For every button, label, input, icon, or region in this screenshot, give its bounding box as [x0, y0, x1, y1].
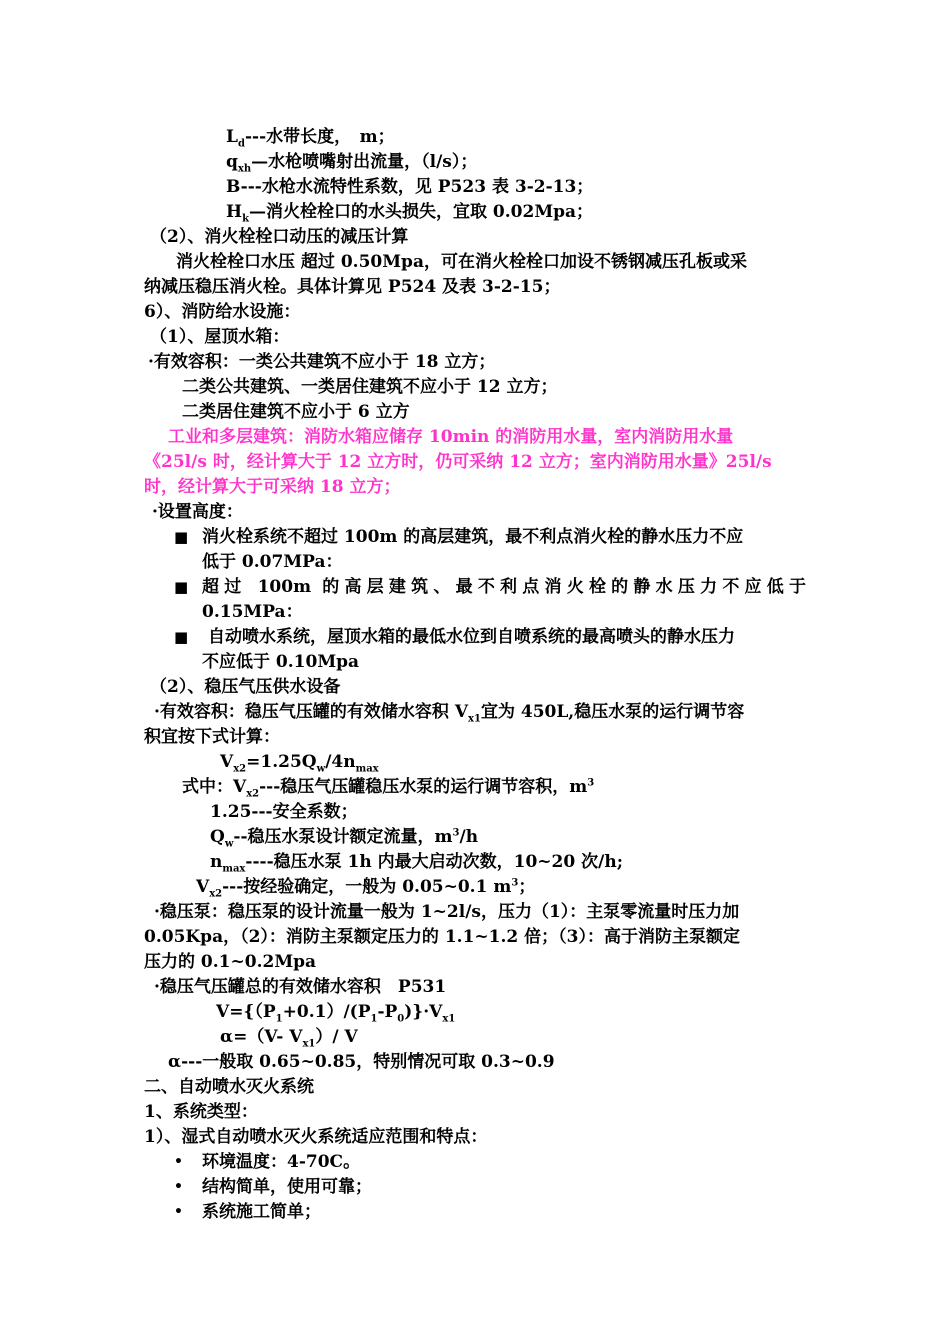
- round-bullet-icon: •: [174, 1179, 183, 1195]
- text-line: 二类居住建筑不应小于 6 立方: [182, 402, 410, 422]
- square-bullet-icon: ■: [174, 578, 189, 596]
- text-line: B---水枪水流特性系数，见 P523 表 3-2-13；: [226, 177, 594, 197]
- section-heading: 二、自动喷水灭火系统: [144, 1077, 314, 1097]
- list-item-text: 超过 100m 的高层建筑、最不利点消火栓的静水压力不应低于: [202, 577, 806, 597]
- paragraph-line: 消火栓栓口水压 超过 0.50Mpa，可在消火栓栓口加设不锈钢减压孔板或采: [176, 252, 747, 272]
- paragraph-line: ·有效容积：稳压气压罐的有效储水容积 $V_{x1}$宜为 450L,稳压水泵的运行调节容: [154, 702, 745, 725]
- formula-legend: $Q_w--$稳压水泵设计额定流量，$m^3/h$: [210, 827, 479, 850]
- section-heading: 6）、消防给水设施：: [144, 302, 301, 322]
- highlight-line: 《25l/s 时，经计算大于 12 立方时，仍可采纳 12 立方；室内消防用水量》25l/s: [144, 452, 772, 472]
- formula: $V=\{(P_1+0.1)/(P_1-P_0)\}\cdot V_{x1}$: [216, 1002, 456, 1025]
- paragraph-line: ·稳压气压罐总的有效储水容积 P531: [154, 977, 447, 997]
- section-heading: （2）、稳压气压供水设备: [150, 677, 341, 697]
- formula: $V_{x2}=1.25Q_w/4n_{max}$: [220, 752, 379, 775]
- formula-legend: $n_{max}----$稳压水泵 1h 内最大启动次数，10~20 次/h;: [210, 852, 623, 875]
- formula-legend: α---一般取 0.65~0.85，特别情况可取 0.3~0.9: [168, 1052, 555, 1072]
- list-item-text: 0.15MPa：: [202, 602, 303, 622]
- formula: α=（V- $V_{x1})/$ V: [220, 1027, 358, 1050]
- section-heading: 1、系统类型：: [144, 1102, 258, 1122]
- text-line: $q_{xh}—$水枪喷嘴射出流量，（l/s）；: [226, 152, 478, 175]
- highlight-line: 时，经计算大于可采纳 18 立方；: [144, 477, 401, 497]
- text-line: ·有效容积：一类公共建筑不应小于 18 立方；: [148, 352, 496, 372]
- list-item-text: 消火栓系统不超过 100m 的高层建筑，最不利点消火栓的静水压力不应: [202, 527, 744, 547]
- text-line: $L_d---$水带长度， m；: [226, 127, 395, 150]
- highlight-line: 工业和多层建筑：消防水箱应储存 10min 的消防用水量，室内消防用水量: [168, 427, 734, 447]
- list-item-text: 系统施工简单；: [202, 1202, 321, 1222]
- paragraph-line: 积宜按下式计算：: [144, 727, 280, 747]
- section-heading: 1）、湿式自动喷水灭火系统适应范围和特点：: [144, 1127, 488, 1147]
- paragraph-line: ·稳压泵：稳压泵的设计流量一般为 1~2l/s，压力（1）：主泵零流量时压力加: [154, 902, 740, 922]
- list-item-text: 低于 0.07MPa：: [202, 552, 343, 572]
- list-item-text: 自动喷水系统，屋顶水箱的最低水位到自喷系统的最高喷头的静水压力: [208, 627, 735, 647]
- paragraph-line: 压力的 0.1~0.2Mpa: [144, 952, 317, 972]
- formula-legend: $V_{x2}---$按经验确定，一般为 0.05~0.1 $m^3$；: [196, 877, 536, 900]
- square-bullet-icon: ■: [174, 628, 189, 646]
- formula-legend: 式中：$V_{x2}---$稳压气压罐稳压水泵的运行调节容积，$m^3$: [182, 777, 595, 800]
- text-line: $H_k—$消火栓栓口的水头损失，宜取 0.02Mpa；: [226, 202, 594, 225]
- list-item-text: 不应低于 0.10Mpa: [202, 652, 360, 672]
- section-heading: （1）、屋顶水箱：: [150, 327, 290, 347]
- text-line: ·设置高度：: [152, 502, 243, 522]
- paragraph-line: 纳减压稳压消火栓。具体计算见 P524 及表 3-2-15；: [144, 277, 561, 297]
- formula-legend: 1.25---安全系数；: [210, 802, 358, 822]
- text-line: 二类公共建筑、一类居住建筑不应小于 12 立方；: [182, 377, 558, 397]
- square-bullet-icon: ■: [174, 528, 189, 546]
- paragraph-line: 0.05Kpa，（2）：消防主泵额定压力的 1.1~1.2 倍；（3）：高于消防主泵额定: [144, 927, 740, 947]
- list-item-text: 环境温度：4-70C。: [202, 1152, 361, 1172]
- round-bullet-icon: •: [174, 1154, 183, 1170]
- section-heading: （2）、消火栓栓口动压的减压计算: [150, 227, 409, 247]
- round-bullet-icon: •: [174, 1204, 183, 1220]
- list-item-text: 结构简单，使用可靠；: [202, 1177, 372, 1197]
